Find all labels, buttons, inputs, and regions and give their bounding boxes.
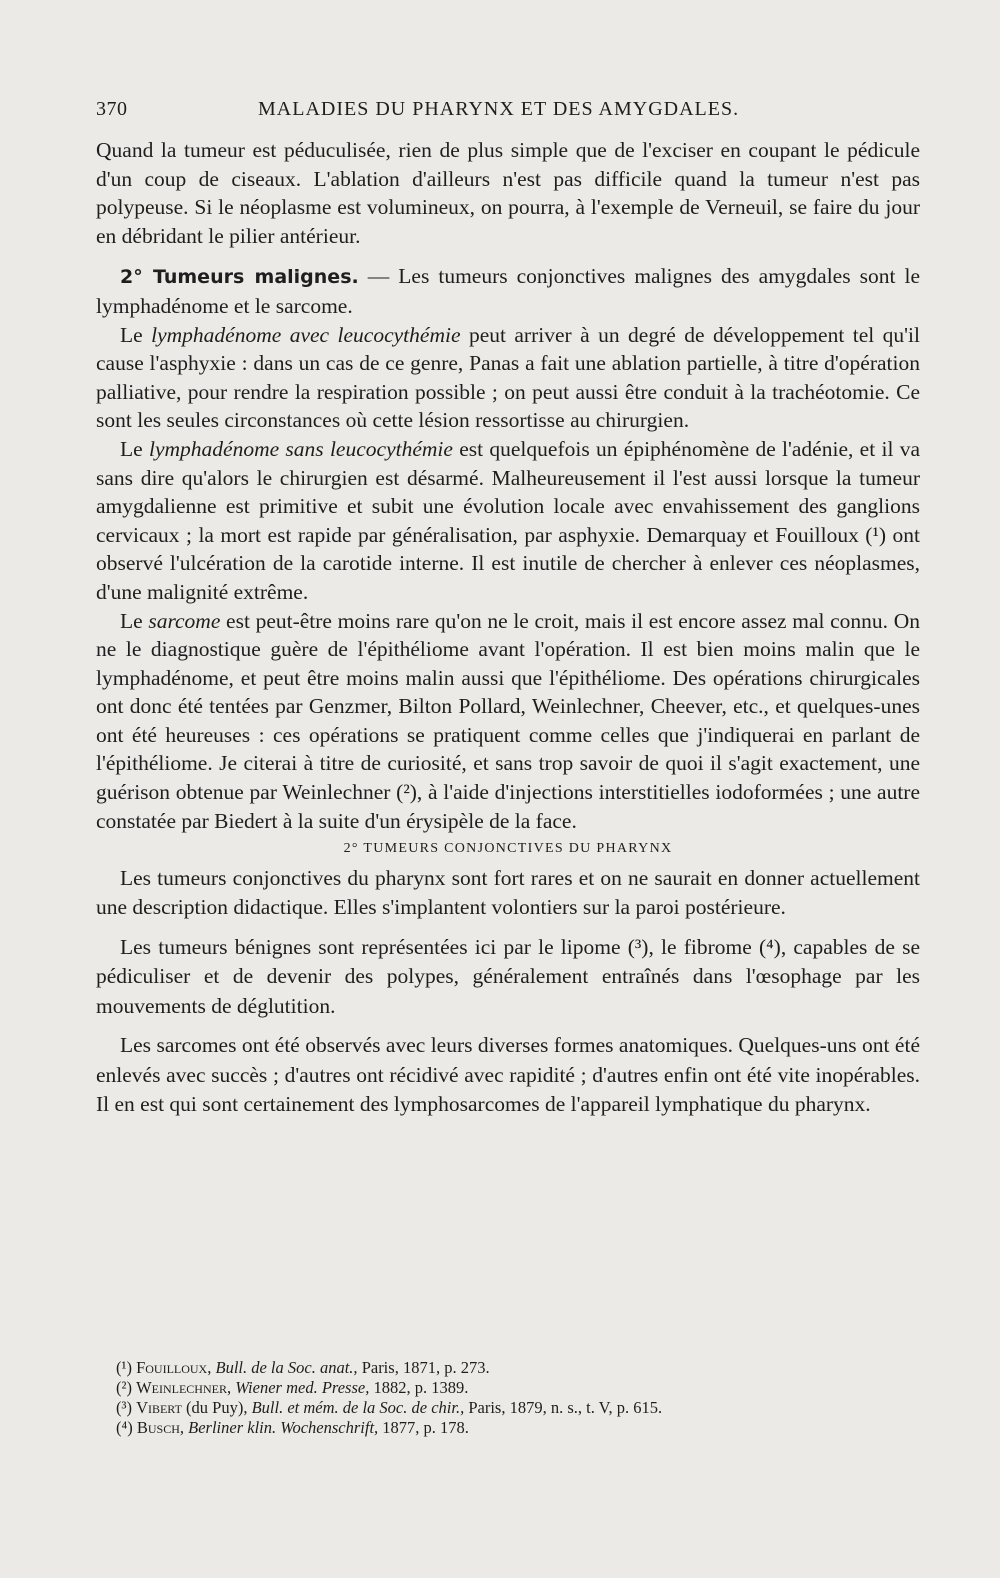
paragraph-lymphadenoma-with: Le lymphadénome avec leucocythémie peut arriver à un degré de développement tel qu'il cause l'asphyxie : dans un cas de ce genre, Panas a fait une ablation partielle, à titre d'opération palliative, pour rendre la respiration possible ; on peut aussi être conduit à la trachéotomie. Ce sont les seules circonstances où cette lésion ressortisse au chirurgien. — [96, 322, 920, 433]
footnote-4: (⁴) Busch, Berliner klin. Wochenschrift, 1877, p. 178. — [116, 1418, 469, 1437]
footnote-ref-4[interactable]: (⁴) — [759, 934, 781, 959]
footnote-3: (³) Vibert (du Puy), Bull. et mém. de la Soc. de chir., Paris, 1879, n. s., t. V, p. 615. — [116, 1398, 663, 1417]
body-text — [96, 136, 920, 1120]
footnote-ref-2[interactable]: (²) — [396, 780, 417, 805]
section-title-pharynx: 2° TUMEURS CONJONCTIVES DU PHARYNX — [343, 841, 673, 857]
footnote-ref-1[interactable]: (¹) — [865, 522, 887, 547]
footnotes — [116, 1358, 920, 1438]
paragraph-pharynx-intro: Les tumeurs conjonctives du pharynx sont fort rares et on ne saurait en donner actuellement une description didactique. Elles s'implantent volontiers sur la paroi postérieure. — [96, 865, 920, 920]
footnote-1: (¹) Fouilloux, Bull. de la Soc. anat., Paris, 1871, p. 273. — [116, 1358, 490, 1377]
footnote-ref-3[interactable]: (³) — [627, 934, 649, 959]
running-title: MALADIES DU PHARYNX ET DES AMYGDALES. — [258, 98, 740, 120]
footnote-2: (²) Weinlechner, Wiener med. Presse, 1882, p. 1389. — [116, 1378, 469, 1397]
page-number: 370 — [96, 98, 128, 120]
paragraph-sarcomas-pharynx: Les sarcomes ont été observés avec leurs diverses formes anatomiques. Quelques-uns ont été enlevés avec succès ; d'autres ont récidivé avec rapidité ; d'autres enfin ont été vite inopérables. Il en est qui sont certainement des lymphosarcomes de l'appareil lymphatique du pharynx. — [96, 1033, 920, 1117]
paragraph-benign-tumors: Les tumeurs bénignes sont représentées ici par le lipome (³), le fibrome (⁴), capables de se pédiculiser et de devenir des polypes, généralement entraînés dans l'œsophage par les mouvements de déglutition. — [96, 934, 920, 1018]
paragraph-1: Quand la tumeur est péduculisée, rien de plus simple que de l'exciser en coupant le pédicule d'un coup de ciseaux. L'ablation d'ailleurs n'est pas difficile quand la tumeur n'est pas polypeuse. Si le néoplasme est volumineux, on pourra, à l'exemple de Verneuil, se faire du jour en débridant le pilier antérieur. — [96, 138, 920, 248]
paragraph-malignant-tumors: 2° Tumeurs malignes. — Les tumeurs conjonctives malignes des amygdales sont le lymphadénome et le sarcome. — [96, 264, 920, 318]
paragraph-lymphadenoma-without: Le lymphadénome sans leucocythémie est quelquefois un épiphénomène de l'adénie, et il va sans dire qu'alors le chirurgien est désarmé. Malheureusement il l'est aussi lorsque la tumeur amygdalienne est primitive et subit une évolution locale avec envahissement des ganglions cervicaux ; la mort est rapide par généralisation, par asphyxie. Demarquay et Fouilloux (¹) ont observé l'ulcération de la carotide interne. Il est inutile de chercher à enlever ces néoplasmes, d'une malignité extrême. — [96, 436, 921, 604]
paragraph-sarcoma: Le sarcome est peut-être moins rare qu'on ne le croit, mais il est encore assez mal connu. On ne le diagnostique guère de l'épithéliome avant l'opération. Il est bien moins malin que le lymphadénome, et peut être moins malin aussi que l'épithéliome. Des opérations chirurgicales ont donc été tentées par Genzmer, Bilton Pollard, Weinlechner, Cheever, etc., et quelques-unes ont été heureuses : ces opérations se pratiquent comme celles que j'indiquerai en parlant de l'épithéliome. Je citerai à titre de curiosité, et sans trop savoir de quoi il s'agit exactement, une guérison obtenue par Weinlechner (²), à l'aide d'injections interstitielles iodoformées ; une autre constatée par Biedert à la suite d'un érysipèle de la face. — [96, 608, 920, 833]
section-heading-malignant: 2° Tumeurs malignes. — [120, 266, 359, 289]
